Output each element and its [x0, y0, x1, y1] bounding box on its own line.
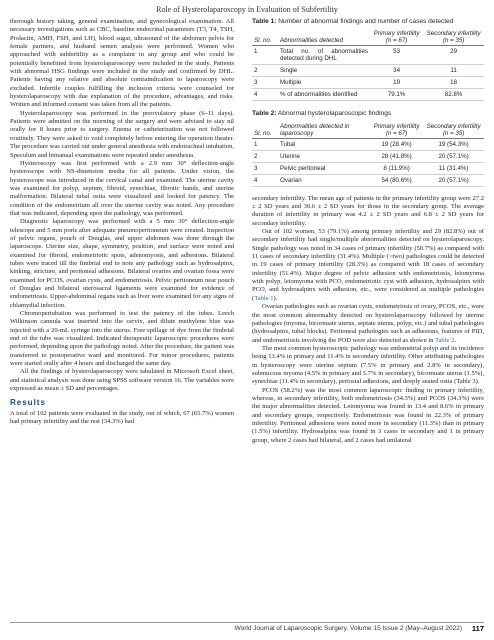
table-cell: Uterine: [278, 150, 370, 162]
body-paragraph: The most common hysteroscopic pathology was endometrial polyp and its incidence being 13.4% in primary and 11.4% in secondary infertility. Other attributing pathologies in hysteroscopy were uterine septum (7.5% in primary and 2.8% in secondary), submucous myoma (4.5% in primary and 5.7% in secondary), bicornuate uterus (1.5%), synechiae (11.4% in secondary), periostal adhesions, and deeply seated ostia (Table 3).: [252, 344, 484, 386]
table-cell: 79.1%: [370, 89, 423, 101]
table-reference-link[interactable]: Table 2: [434, 336, 455, 344]
table-row: [252, 89, 484, 101]
table2-caption-label: Table 2:: [252, 110, 277, 118]
table-cell: Multiple: [278, 77, 370, 89]
table-cell: 19 (28.4%): [370, 138, 423, 150]
page-number: 117: [471, 624, 484, 633]
table1-header: Secondary infertility (n = 35): [423, 29, 484, 46]
table-cell: 54 (80.6%): [370, 174, 423, 186]
body-paragraph: PCOS (58.2%) was the most common laparoscopic finding in primary infertility, whereas, in secondary infertility, both endometriosis (34.3%) and PCOS (34.3%) were the major abnormalities detected. Leiomyoma was found in 13.4 and 8.6% in primary and secondary groups, respectively. Endometriosis was found in 22.3% of primary infertility. Peritoneal adhesions were noted more in secondary (11.3%) than in primary (1.5%) infertility. Hydrosalpinx was found in 3 cases in secondary and 1 in primary group, where 2 cases had bilateral, and 2 cases had unilateral: [252, 386, 484, 444]
table-cell: 3: [252, 162, 278, 174]
table-cell: Pelvic peritoneal: [278, 162, 370, 174]
table1-header: Abnormalities detected: [278, 29, 370, 46]
table-row: [252, 138, 484, 150]
table-row: [252, 77, 484, 89]
table-cell: 34: [370, 65, 423, 77]
table-cell: Total no. of abnormalities detected during DHL: [278, 46, 370, 65]
table-cell: Ovarian: [278, 174, 370, 186]
table-cell: 8 (11.9%): [370, 162, 423, 174]
table-reference-link[interactable]: Table 1: [254, 294, 274, 302]
table-cell: 4: [252, 89, 278, 101]
table-row: [252, 46, 484, 65]
table-cell: 4: [252, 174, 278, 186]
running-head: Role of Hysterolaparoscopy in Evaluation of Subfertility: [156, 5, 338, 14]
table-row: [252, 162, 484, 174]
table1-header-row: [252, 29, 484, 46]
table-cell: 20 (57.1%): [423, 174, 484, 186]
table-cell: 11: [423, 65, 484, 77]
table-cell: 82.8%: [423, 89, 484, 101]
table-cell: 20 (57.1%): [423, 150, 484, 162]
table-cell: 29: [423, 46, 484, 65]
table-cell: 1: [252, 46, 278, 65]
table1-caption: [252, 18, 484, 26]
table-cell: 28 (41.8%): [370, 150, 423, 162]
table2-header: Secondary infertility (n = 35): [423, 122, 484, 139]
table-cell: 3: [252, 77, 278, 89]
body-paragraph: Diagnostic laparoscopy was performed with a 5 mm 30° deflection-angle telescope and 5 mm ports after adequate pneumoperitoneum were created. Inspection of pelvic organs, pouch of Douglas, and upper abdomen was done through the laparoscope. Uterine size, shape, symmetry, position, and surface were noted and examined for fibroid, endometriotic spots, adenomyosis, and adhesions. Bilateral tubes were traced till the fimbrial end to note any pathology such as hydrosalpinx, kinking, stricture, and peritoneal adhesions. Bilateral ovaries and ovarian fossa were examined for PCOS, ovarian cysts, and endometriosis. Pelvic peritoneum near pouch of Douglas and bilateral uterosacral ligaments were examined for evidence of endometriosis. Upper-abdominal organs such as liver were examined for any signs of chlamydial infection.: [10, 218, 234, 309]
table2-caption: [252, 110, 484, 118]
body-paragraph: All the findings of hysterolaparoscopy were tabulated in Microsoft Excel sheet, and statistical analysis was done using SPSS software version 16. The variables were expressed as mean ± SD and percentages.: [10, 368, 234, 393]
table-cell: 18: [423, 77, 484, 89]
body-paragraph: A total of 102 patients were evaluated in the study, out of which, 67 (65.7%) women had primary infertility and the rest (34.3%) had: [10, 409, 234, 426]
table2: [252, 122, 484, 187]
table-cell: 19: [370, 77, 423, 89]
table-cell: 1: [252, 138, 278, 150]
body-text: Ovarian pathologies such as ovarian cysts, endometriosis of ovary, PCOS, etc., were the most common abnormality detected on hysterolaparoscopy followed by uterine pathologies (myoma, bicornuate uterus, septate uterus, polyp, etc.) and tubal pathologies (hydrosalpinx, tubal blocks). Peritoneal pathologies such as adhesions, features of PID, and endometriosis involving the POD were also detected as shown in: [252, 303, 484, 344]
table2-header: Primary infertility (n = 67): [370, 122, 423, 139]
table1-header: Primary infertility (n = 67): [370, 29, 423, 46]
table1: [252, 29, 484, 101]
journal-citation: World Journal of Laparoscopic Surgery, Volume 15 Issue 2 (May–August 2022): [234, 625, 462, 632]
body-paragraph: Hysterolaparoscopy was performed in the preovulatory phase (6–11 days). Patients were admitted on the morning of the surgery and were advised to stay nil orally for 8 hours prior to surgery. Enema or catheterization was not followed routinely. They were asked to void completely before entering the operation theater. The procedure was carried out under general anesthesia with endotracheal intubation. Speculum and bimanual examinations were repeated under anesthesia.: [10, 109, 234, 159]
table2-header-row: [252, 122, 484, 139]
table2-header: Sl. no.: [252, 122, 278, 139]
table-cell: 11 (31.4%): [423, 162, 484, 174]
table-cell: 53: [370, 46, 423, 65]
table-row: [252, 174, 484, 186]
results-heading: Results: [10, 398, 46, 408]
body-paragraph: [252, 303, 484, 345]
page-footer: [0, 622, 494, 636]
left-column: [10, 18, 234, 427]
table-cell: 2: [252, 150, 278, 162]
footer-divider: [10, 622, 484, 623]
body-text: ).: [273, 294, 278, 302]
body-paragraph: thorough history taking, general examination, and gynecological examination. All necessary investigations such as CBC, baseline endocrinal parameters (T3, T4, TSH, Prolactin, AMH, FSH, and LH), blood sugar, ultrasound of the abdomen pelvis for female partners, and husband semen analysis were performed. Women who approached with subfertility as a complaint in any group and who could be potentially benefitted from hysterolaparoscopy were included in the study. Patients with abnormal HSG findings were included in the study and confirmed by DHL. Patients having any relative and absolute contraindication to laparoscopy were excluded. Infertile couples fulfilling the inclusion criteria were counseled for hysterolaparoscopy with due explanation of the procedure, advantages, and risks. Written and informed consent was taken from all the patients.: [10, 18, 234, 109]
body-paragraph: [252, 228, 484, 303]
table2-caption-text: Abnormal hysterolaparoscopic findings: [277, 110, 392, 118]
table-row: [252, 150, 484, 162]
body-paragraph: Chromopertubation was performed to test the patency of the tubes. Leech Wilkinson cannula was inserted into the cervix, and dilute methylene blue was injected with a 20-mL syringe into the uterus. Free spillage of dye from the fimbrial end of the tube was visualized. Indicated therapeutic laparoscopic procedures were performed, depending upon the pathology noted. After the procedure, the patient was transferred to postoperative ward and monitored. For minor procedures, patients were started orally after 4 hours and discharged the same day.: [10, 310, 234, 368]
body-text: Out of 102 women, 53 (79.1%) among primary infertility and 29 (82.8%) out of secondary infertility had single/multiple abnormalities detected on hysterolaparoscopy. Single pathology was noted in 34 cases of primary infertility (50.7%) as compared with 11 cases of secondary infertility (31.4%). Multiple (>two) pathologies could be detected in 19 cases of primary infertility (28.3%) as compared with 18 cases of secondary infertility (51.4%). Major degree of pelvic adhesion with endometriosis, leiomyoma with polyp, leiomyoma with PCO, endometriotic cyst with adhesion, hydrosalpinx with PCO, and hydrosalpinx with adhesion, etc., were considered as multiple pathologies (: [252, 228, 484, 302]
table-row: [252, 65, 484, 77]
body-text: .: [454, 336, 456, 344]
table1-caption-label: Table 1:: [252, 18, 277, 25]
right-column: [252, 18, 484, 445]
body-paragraph: Hysteroscopy was first performed with a 2.9 mm 30° deflection-angle hysteroscope with NS-distension media for all patients. Under vision, the hysteroscope was introduced in the cervical canal and examined. The uterine cavity was examined for polyp, septum, fibroid, synechiae, fibrotic bands, and uterine malformation. Bilateral tubal ostia were visualized and looked for patency. The condition of the endometrium all over the uterine cavity was noted. Any procedure that was indicated, depending upon the pathology, was performed.: [10, 159, 234, 217]
table-cell: Tubal: [278, 138, 370, 150]
table2-header: Abnormalities detected in laparoscopy: [278, 122, 370, 139]
body-paragraph: secondary infertility. The mean age of patients in the primary infertility group were 27.2 ± 2 SD years and 30.6 ± 2 SD years for those in the secondary group. The average duration of infertility in primary was 4.2 ± 2 SD years and 6.8 ± 2 SD years for secondary infertility.: [252, 194, 484, 227]
table-cell: Single: [278, 65, 370, 77]
table-cell: 2: [252, 65, 278, 77]
table1-caption-text: Number of abnormal findings and number of cases detected: [278, 18, 454, 25]
table-cell: 19 (54.3%): [423, 138, 484, 150]
table-cell: % of abnormalities identified: [278, 89, 370, 101]
table1-header: Sl. no.: [252, 29, 278, 46]
